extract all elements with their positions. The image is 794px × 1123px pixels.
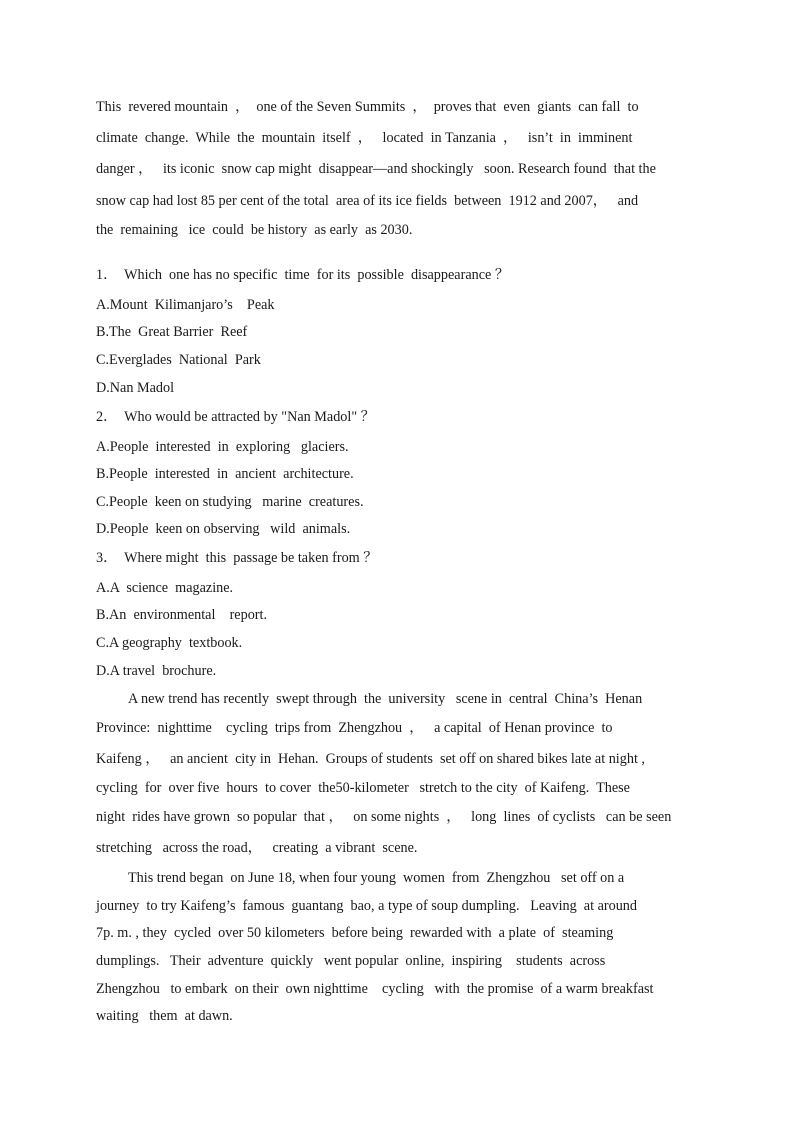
answer-option: D.People keen on observing wild animals. bbox=[96, 521, 351, 537]
answer-option: B.The Great Barrier Reef bbox=[96, 324, 248, 340]
answer-option: B.An environmental report. bbox=[96, 607, 267, 623]
answer-option: D.A travel brochure. bbox=[96, 663, 217, 679]
passage-line: Zhengzhou to embark on their own nighttime cycling with the promise of a warm breakfast bbox=[96, 981, 654, 997]
answer-option: C.People keen on studying marine creatures. bbox=[96, 494, 364, 510]
passage-line: This revered mountain ， one of the Seven Summits ， proves that even giants can fall to bbox=[96, 99, 639, 115]
question-stem: 3． Where might this passage be taken from ？ bbox=[96, 550, 378, 566]
answer-option: B.People interested in ancient architecture. bbox=[96, 466, 354, 482]
answer-option: A.Mount Kilimanjaro’s Peak bbox=[96, 297, 275, 313]
passage-line: cycling for over five hours to cover the50-kilometer stretch to the city of Kaifeng. These bbox=[96, 780, 630, 796]
passage-line: 7p. m. , they cycled over 50 kilometers before being rewarded with a plate of steaming bbox=[96, 925, 614, 941]
passage-line: climate change. While the mountain itself ， located in Tanzania ， isn’t in imminent bbox=[96, 130, 633, 146]
passage-line: Province: nighttime cycling trips from Zhengzhou ， a capital of Henan province to bbox=[96, 720, 613, 736]
answer-option: A.A science magazine. bbox=[96, 580, 234, 596]
passage-line: snow cap had lost 85 per cent of the total area of its ice fields between 1912 and 2007， and bbox=[96, 193, 639, 209]
passage-line: A new trend has recently swept through the university scene in central China’s Henan bbox=[128, 691, 643, 707]
passage-line: journey to try Kaifeng’s famous guantang bao, a type of soup dumpling. Leaving at around bbox=[96, 898, 637, 914]
passage-line: the remaining ice could be history as early as 2030. bbox=[96, 222, 413, 238]
question-stem: 1． Which one has no specific time for its possible disappearance ？ bbox=[96, 267, 510, 283]
answer-option: A.People interested in exploring glaciers. bbox=[96, 439, 349, 455]
passage-line: dumplings. Their adventure quickly went popular online, inspiring students across bbox=[96, 953, 606, 969]
passage-line: danger ， its iconic snow cap might disappear—and shockingly soon. Research found that the bbox=[96, 161, 656, 177]
passage-line: waiting them at dawn. bbox=[96, 1008, 233, 1024]
answer-option: C.A geography textbook. bbox=[96, 635, 243, 651]
passage-line: Kaifeng ， an ancient city in Hehan. Groups of students set off on shared bikes late at night , bbox=[96, 751, 645, 767]
passage-line: This trend began on June 18, when four young women from Zhengzhou set off on a bbox=[128, 870, 625, 886]
question-stem: 2． Who would be attracted by "Nan Madol" ？ bbox=[96, 409, 375, 425]
passage-line: night rides have grown so popular that ， on some nights ， long lines of cyclists can be seen bbox=[96, 809, 672, 825]
answer-option: D.Nan Madol bbox=[96, 380, 175, 396]
answer-option: C.Everglades National Park bbox=[96, 352, 261, 368]
passage-line: stretching across the road， creating a vibrant scene. bbox=[96, 840, 418, 856]
